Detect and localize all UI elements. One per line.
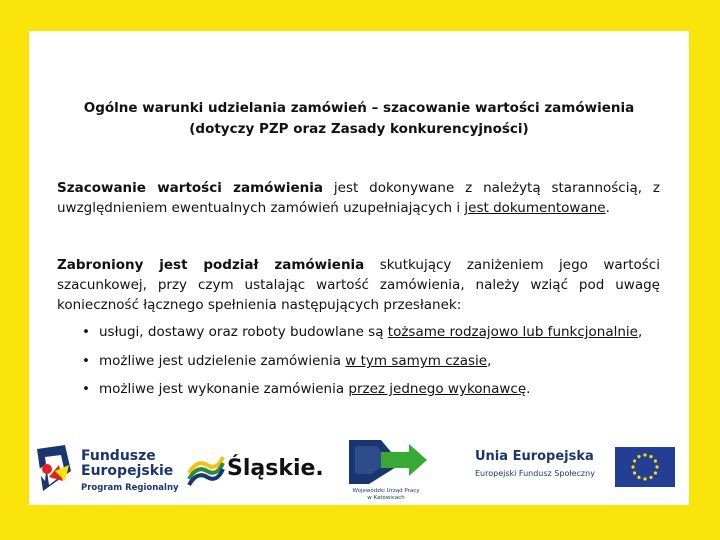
ue-subtitle: Europejski Fundusz Społeczny: [475, 469, 595, 478]
slaskie-logo: [187, 453, 324, 487]
list-item-underlined: w tym samym czasie: [345, 353, 488, 369]
fe-star-icon: [35, 441, 75, 497]
paragraph-valuation-underlined: jest dokumentowane: [464, 200, 606, 216]
conditions-list: [79, 323, 659, 399]
wup-katowice-logo: [341, 438, 431, 504]
slide-title: [29, 98, 689, 140]
list-item-underlined: przez jednego wykonawcę: [348, 381, 527, 397]
unia-europejska-logo: [475, 445, 685, 489]
fe-subtitle: Program Regionalny: [81, 483, 179, 493]
paragraph-split-bold: Zabroniony jest podział zamówienia: [57, 257, 365, 273]
fe-line-2: Europejskie: [81, 463, 174, 479]
paragraph-valuation: [57, 178, 660, 218]
slaskie-waves-icon: [187, 453, 225, 487]
slide: [29, 31, 689, 505]
wup-line-2: w Katowicach: [367, 495, 405, 501]
list-item: [79, 323, 659, 342]
ue-title: Unia Europejska: [475, 449, 594, 464]
list-item: [79, 352, 659, 371]
wup-arrow-icon: [341, 438, 431, 486]
title-line-2: (dotyczy PZP oraz Zasady konkurencyjności): [189, 121, 529, 137]
list-item-text: usługi, dostawy oraz roboty budowlane są: [99, 324, 388, 340]
list-item: [79, 380, 659, 399]
fe-line-1: Fundusze: [81, 448, 156, 464]
title-line-1: Ogólne warunki udzielania zamówień – szacowanie wartości zamówienia: [83, 100, 635, 116]
list-item-end: ,: [638, 324, 643, 340]
eu-flag-icon: [615, 447, 675, 487]
list-item-underlined: tożsame rodzajowo lub funkcjonalnie: [387, 324, 638, 340]
list-item-end: ,: [487, 353, 492, 369]
list-item-end: .: [526, 381, 531, 397]
wup-line-1: Wojewódzki Urząd Pracy: [352, 488, 420, 494]
paragraph-split-text: skutkujący zaniżeniem jego wartości szacunkowej, przy czym ustalając wartość zamówienia, należy wziąć pod uwagę konieczność łącznego spełnienia następujących przesłanek:: [57, 257, 660, 313]
list-item-text: możliwe jest udzielenie zamówienia: [99, 353, 346, 369]
paragraph-split-prohibition: [57, 255, 660, 315]
list-item-text: możliwe jest wykonanie zamówienia: [99, 381, 349, 397]
slaskie-text: Śląskie.: [227, 456, 324, 481]
paragraph-valuation-bold: Szacowanie wartości zamówienia: [57, 180, 324, 196]
paragraph-valuation-text: jest dokonywane z należytą starannością, z uwzględnieniem ewentualnych zamówień uzupełniających i: [57, 180, 660, 216]
paragraph-valuation-end: .: [605, 200, 610, 216]
fundusze-europejskie-logo: [35, 441, 195, 499]
